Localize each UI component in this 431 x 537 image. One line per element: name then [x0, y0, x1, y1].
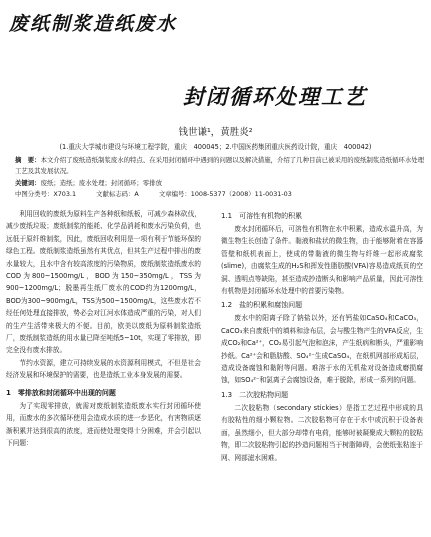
section-1-3-text: 二次胶粘物（secondary stickies）是指工艺过程中形成的具有胶粘性的细小颗粒物。二次胶粘物可存在于水中或沉积于设备表面，虽然细小，但大部分却带有电荷，能够时被凝聚成大颗粒的胶粘物，即二次胶粘物引起的抄造问题相当于树脂障碍，会使纸张粘连于网、网部滤水困难。 — [221, 403, 423, 462]
abstract-label: 摘 要： — [15, 156, 41, 164]
section-1-1-heading: 1.1 可溶性有机物的积累 — [221, 212, 303, 220]
keywords-label: 关键词： — [15, 179, 41, 187]
section-1-3-heading: 1.3 二次胶粘物问题 — [221, 390, 289, 399]
keywords-text: 废纸；造纸；废水处理；封闭循环；零排放 — [40, 179, 162, 187]
title-line-1: 废纸制浆造纸废水 — [9, 13, 178, 35]
title-line-2: 封闭循环处理工艺 — [183, 84, 367, 109]
intro-paragraph-1: 利用回收的废纸为原料生产各种纸和纸板，可减少森林砍伐，减少废纸垃圾；废纸制浆的能耗、化学品消耗和废水污染负荷，也远低于原纤维制浆，因此，废纸回收利用是一项有利于节能环保的绿色工程。废纸制浆造纸虽然有其优点，但其生产过程中排出的废水量较大，且水中含有较高浓度的污染物质，废纸制浆造纸废水的COD为800~1500mg/L，BOD为150~350mg/L，TSS为900~1200mg/L；脱墨再生纸厂废水的COD约为1200mg/L，BOD为300~900mg/L，TSS为500~1500mg/L，这些废水若不经任何处理直接排放，势必会对江河水体造成严重的污染，对人们的生产生活带来极大的不便。目前，欧美以废纸为原料制浆造纸厂，废纸制浆造纸的用水量已降至吨纸5~10t，实现了零排放，即完全没有废水排放。 — [6, 210, 201, 355]
right-column — [221, 208, 423, 464]
clc-number: 中图分类号：X703.1 — [15, 190, 77, 198]
authors: 钱世谦¹，黄胜炎² — [178, 127, 253, 138]
section-1-heading: 1 零排放和封闭循环中出现的问题 — [6, 388, 116, 397]
doc-code: 文献标志码：A — [96, 190, 139, 198]
affiliations: (1.重庆大学城市建设与环境工程学院，重庆 400045；2.中国医药集团重庆医药设计院，重庆 400042) — [59, 143, 372, 151]
section-1-2-text: 废水中的阳离子除了钠盐以外，还有钙盐如CaSO₄和CaCO₃，CaCO₃来自废纸中的填料和涂布层，会与酸生物产生的VFA反应，生成CO₂和Ca²⁺，CO₂易引起气泡和泡沫，产生纸病和断头，严重影响抄纸。Ca²⁺会和脂肪酸、SO₄²⁻生成CaSO₄，在纸机网部形成垢层，造成设备腐蚀和黏附等问题。难溶于水的无机盐对设备造成磨损腐蚀，如SO₄²⁻和氯离子会腐蚀设备，难于脱除，形成一系列的问题。 — [221, 314, 423, 385]
intro-paragraph-2: 节约水资源，建立可持续发展的水资源利用模式，不但是社会经济发展和环境保护的需要，也是造纸工业本身发展的需要。 — [6, 358, 201, 380]
abstract — [5, 155, 425, 177]
left-column — [6, 208, 201, 449]
keywords — [5, 178, 425, 189]
section-1-1-text: 废水封闭循环后，可溶性有机物在水中积累，造成水温升高，为微生物生长创造了条件。黏液和盐状的微生物，由于能够附着在容器管壁和纸机表面上，使成的带黏液的微生物与纤维一起形成腐浆(slime)，由腐浆生成的H₂S和挥发性脂肪酸(VFA)容易造成纸页的空洞、透明点等缺陷，甚至造成抄造断头和影响产品质量，因此可溶性有机物是封闭循环水处理中的首要污染物。 — [221, 225, 423, 296]
section-1-text: 为了实现零排放，就需对废纸制浆造纸废水实行封闭循环使用，而废水的多次循环使用会造成水质的进一步恶化，有害物质逐渐积累并达到很高的浓度，进而使处理变得十分困难，并会引起以下问题： — [6, 401, 201, 447]
classification-line — [5, 189, 425, 200]
section-1-2-heading: 1.2 盐的积累和腐蚀问题 — [221, 301, 303, 310]
abstract-text: 本文介绍了废纸造纸制浆废水的特点、在采用封闭循环中遇到的问题以及解决措施，介绍了几种目前已被采用的废纸制浆造纸循环水处理工艺及其发展状况。 — [15, 156, 424, 175]
article-number: 文章编号：1008-5377（2008）11-0031-03 — [158, 190, 292, 198]
